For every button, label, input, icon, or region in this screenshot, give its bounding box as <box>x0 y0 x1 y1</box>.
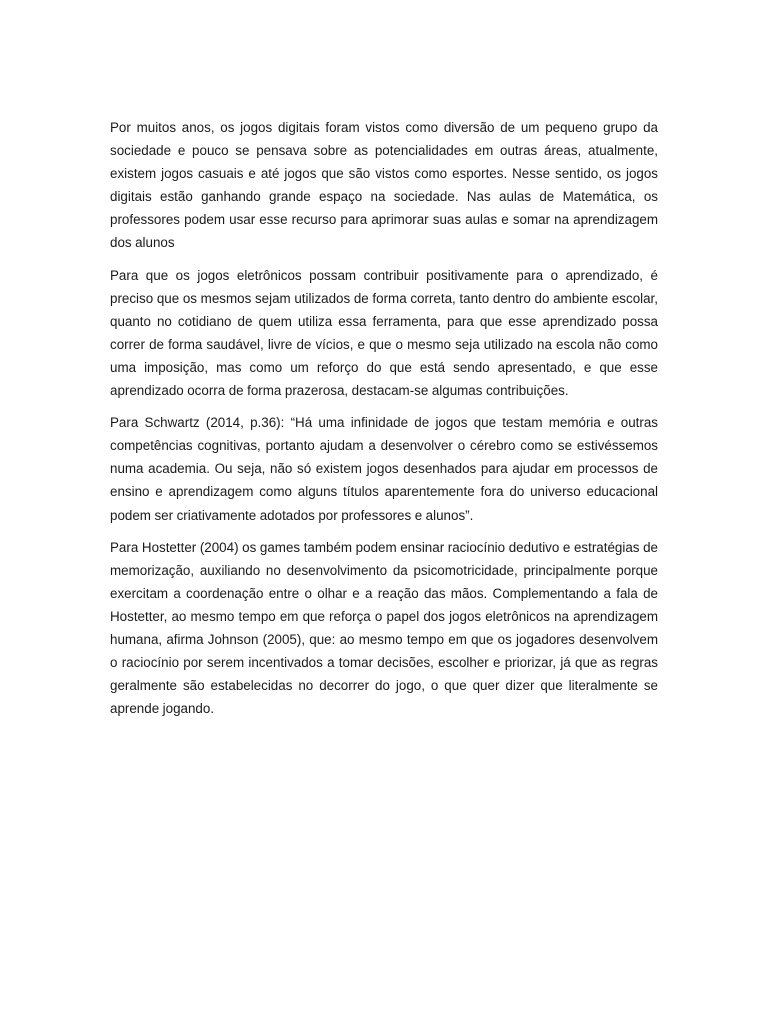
paragraph-schwartz-quote: Para Schwartz (2014, p.36): “Há uma infinidade de jogos que testam memória e outras competências cognitivas, portanto ajudam a desenvolver o cérebro como se estivéssemos numa academia. Ou seja, não só existem jogos desenhados para ajudar em processos de ensino e aprendizagem como alguns títulos aparentemente fora do universo educacional podem ser criativamente adotados por professores e alunos”. <box>110 415 658 523</box>
paragraph-hostetter: Para Hostetter (2004) os games também podem ensinar raciocínio dedutivo e estratégias de memorização, auxiliando no desenvolvimento da psicomotricidade, principalmente porque exercitam a coordenação entre o olhar e a reação das mãos. Complementando a fala de Hostetter, ao mesmo tempo em que reforça o papel dos jogos eletrônicos na aprendizagem humana, afirma Johnson (2005), que: ao mesmo tempo em que os jogadores desenvolvem o raciocínio por serem incentivados a tomar decisões, escolher e priorizar, já que as regras geralmente são estabelecidas no decorrer do jogo, o que quer dizer que literalmente se aprende jogando. <box>110 539 658 717</box>
paragraph-contributions: Para que os jogos eletrônicos possam contribuir positivamente para o aprendizado, é preciso que os mesmos sejam utilizados de forma correta, tanto dentro do ambiente escolar, quanto no cotidiano de quem utiliza essa ferramenta, para que esse aprendizado possa correr de forma saudável, livre de vícios, e que o mesmo seja utilizado na escola não como uma imposição, mas como um reforço do que está sendo apresentado, e que esse aprendizado ocorra de forma prazerosa, destacam-se algumas contribuições. <box>110 267 658 399</box>
document-page <box>110 116 658 720</box>
paragraph-intro: Por muitos anos, os jogos digitais foram vistos como diversão de um pequeno grupo da sociedade e pouco se pensava sobre as potencialidades em outras áreas, atualmente, existem jogos casuais e até jogos que são vistos como esportes. Nesse sentido, os jogos digitais estão ganhando grande espaço na sociedade. Nas aulas de Matemática, os professores podem usar esse recurso para aprimorar suas aulas e somar na aprendizagem dos alunos <box>110 120 658 251</box>
